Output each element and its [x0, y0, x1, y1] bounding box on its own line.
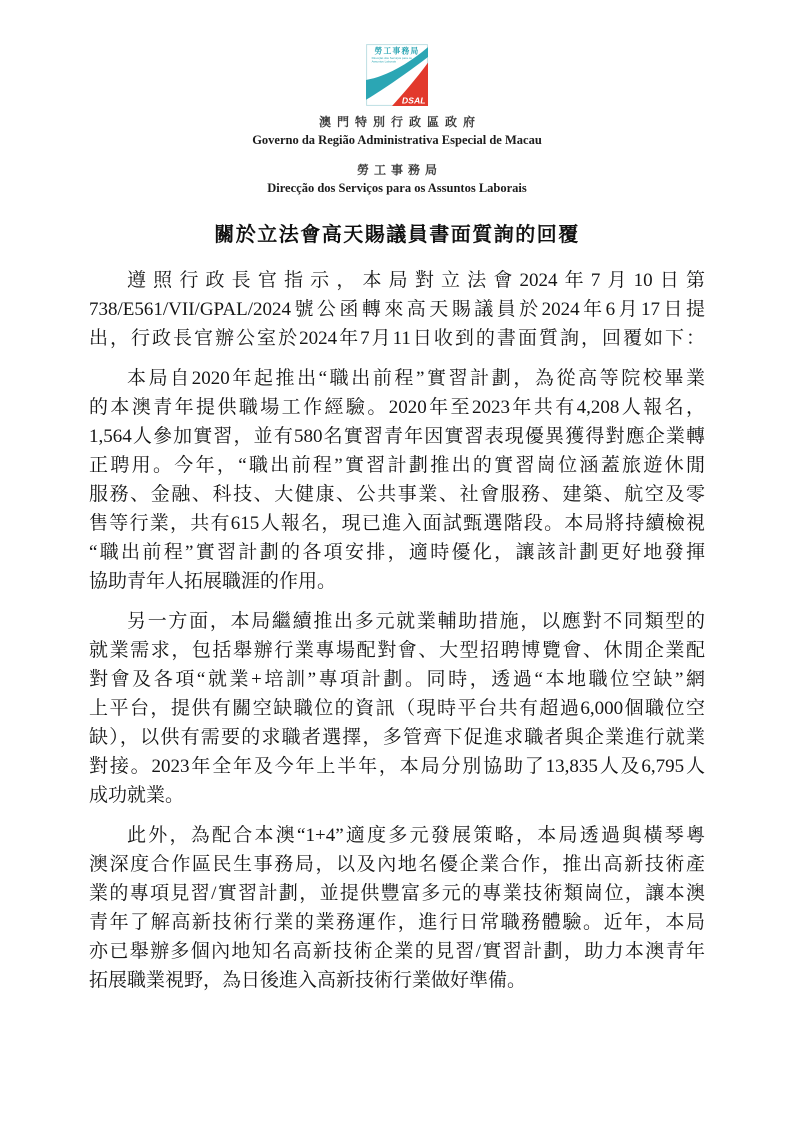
text-line: 對接。2023年全年及今年上半年，本局分別協助了13,835人及6,795人: [89, 756, 705, 777]
header-government-cn: 澳門特別行政區政府: [318, 115, 481, 129]
text-line: 售等行業，共有615人報名，現已進入面試甄選階段。本局將持續檢視: [89, 513, 705, 534]
text-line: 出，行政長官辦公室於2024年7月11日收到的書面質詢，回覆如下：: [89, 328, 705, 349]
text-line: 對會及各項“就業+培訓”專項計劃。同時，透過“本地職位空缺”網: [89, 669, 705, 690]
text-line: “職出前程”實習計劃的各項安排，適時優化，讓該計劃更好地發揮: [89, 542, 705, 563]
logo-cn-title: 勞工事務局: [374, 46, 420, 56]
document-body: [89, 266, 705, 995]
logo-acronym: DSAL: [401, 95, 426, 106]
header-bureau-pt: Direcção dos Serviços para os Assuntos Laborais: [267, 181, 527, 195]
text-line: 亦已舉辦多個內地知名高新技術企業的見習/實習計劃，助力本澳青年: [89, 941, 705, 962]
text-line: 的本澳青年提供職場工作經驗。2020年至2023年共有4,208人報名，: [89, 397, 705, 418]
text-line: 遵照行政長官指示，本局對立法會2024年7月10日第: [127, 270, 705, 291]
text-line: 缺），以供有需要的求職者選擇，多管齊下促進求職者與企業進行就業: [89, 727, 705, 748]
text-line: 拓展職業視野，為日後進入高新技術行業做好準備。: [89, 970, 527, 991]
text-line: 服務、金融、科技、大健康、公共事業、社會服務、建築、航空及零: [89, 484, 705, 505]
text-line: 青年了解高新技術行業的業務運作，進行日常職務體驗。近年，本局: [89, 912, 705, 933]
document-title: 關於立法會高天賜議員書面質詢的回覆: [214, 224, 580, 246]
paragraph: [89, 607, 705, 810]
paragraph: [89, 266, 705, 353]
text-line: 1,564人參加實習，並有580名實習青年因實習表現優異獲得對應企業轉: [89, 426, 705, 447]
text-line: 738/E561/VII/GPAL/2024號公函轉來高天賜議員於2024年6月17日提: [89, 299, 705, 320]
paragraph: [89, 364, 705, 596]
masthead: [0, 0, 794, 196]
text-line: 上平台，提供有關空缺職位的資訊（現時平台共有超過6,000個職位空: [89, 698, 705, 719]
paragraph: [89, 821, 705, 995]
text-line: 正聘用。今年，“職出前程”實習計劃推出的實習崗位涵蓋旅遊休閒: [89, 455, 705, 476]
text-line: 此外，為配合本澳“1+4”適度多元發展策略，本局透過與橫琴粵: [127, 825, 705, 846]
text-line: 業的專項見習/實習計劃，並提供豐富多元的專業技術類崗位，讓本澳: [89, 883, 705, 904]
logo-pt-subtitle-line2: Assuntos Laborais: [371, 59, 397, 64]
text-line: 澳深度合作區民生事務局，以及內地名優企業合作，推出高新技術產: [89, 854, 705, 875]
text-line: 協助青年人拓展職涯的作用。: [89, 571, 337, 592]
header-bureau-cn: 勞工事務局: [356, 163, 442, 177]
dsal-logo: [366, 44, 428, 106]
text-line: 成功就業。: [89, 785, 185, 806]
text-line: 本局自2020年起推出“職出前程”實習計劃，為從高等院校畢業: [127, 368, 705, 389]
text-line: 另一方面，本局繼續推出多元就業輔助措施，以應對不同類型的: [127, 611, 705, 632]
text-line: 就業需求，包括舉辦行業專場配對會、大型招聘博覽會、休閒企業配: [89, 640, 705, 661]
header-government-pt: Governo da Região Administrativa Especial de Macau: [252, 133, 542, 147]
logo-pt-subtitle-line1: Direcção dos Serviços para os: [371, 55, 412, 60]
